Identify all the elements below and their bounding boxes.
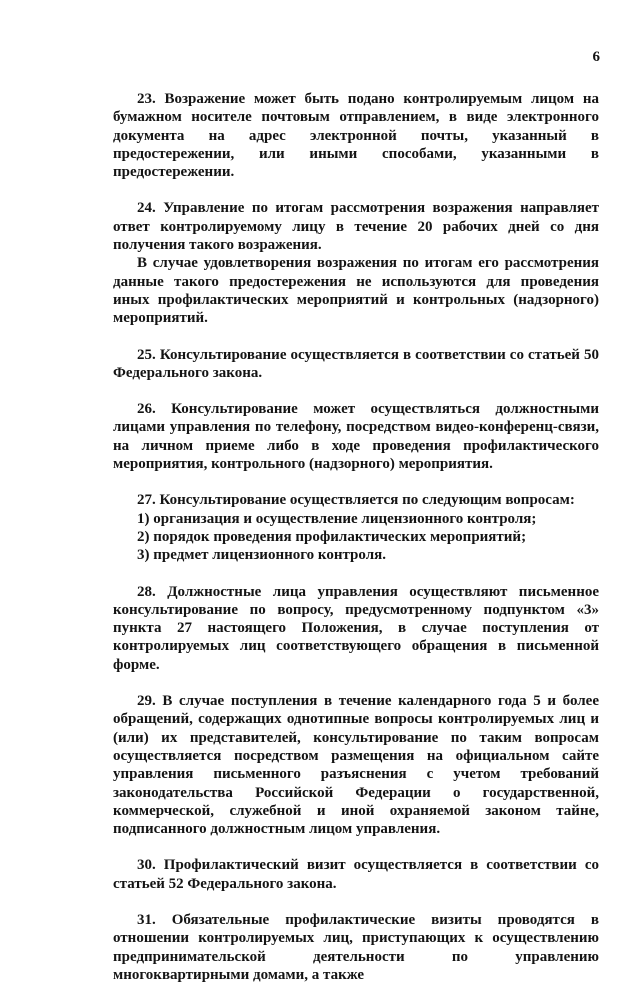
- paragraph-23: 23. Возражение может быть подано контролируемым лицом на бумажном носителе почтовым отправлением, в виде электронного документа на адрес электронной почты, указанный в предостережении, или иными способами, указанными в предостережении.: [113, 91, 599, 181]
- page-number: 6: [592, 49, 600, 65]
- paragraph-31: 31. Обязательные профилактические визиты проводятся в отношении контролируемых лиц, приступающих к осуществлению предпринимательской деятельности по управлению многоквартирными домами, а также: [113, 911, 599, 983]
- paragraph-29: 29. В случае поступления в течение календарного года 5 и более обращений, содержащих однотипные вопросы контролируемых лиц и (или) их представителей, консультирование по таким вопросам осуществляется посредством размещения на официальном сайте управления письменного разъяснения с учетом требований законодательства Российской Федерации о государственной, коммерческой, служебной и иной охраняемой законом тайне, подписанного должностным лицом управления.: [113, 693, 599, 838]
- paragraph-24: 24. Управление по итогам рассмотрения возражения направляет ответ контролируемому лицу в течение 20 рабочих дней со дня получения такого возражения.: [113, 200, 599, 254]
- paragraph-gap: [113, 382, 599, 400]
- list-item-2: 2) порядок проведения профилактических мероприятий;: [137, 528, 527, 545]
- paragraph-27: 27. Консультирование осуществляется по следующим вопросам:: [137, 492, 575, 509]
- paragraph-25: 25. Консультирование осуществляется в соответствии со статьей 50 Федерального закона.: [113, 346, 599, 381]
- list-item-1: 1) организация и осуществление лицензионного контроля;: [137, 510, 537, 527]
- paragraph-gap: [113, 473, 599, 491]
- paragraph-gap: [113, 328, 599, 346]
- paragraph-26: 26. Консультирование может осуществляться должностными лицами управления по телефону, посредством видео-конференц-связи, на личном приеме либо в ходе проведения профилактического мероприятия, контрольного (надзорного) мероприятия.: [113, 401, 599, 473]
- paragraph-30: 30. Профилактический визит осуществляется в соответствии со статьей 52 Федерального закона.: [113, 857, 599, 892]
- paragraph-gap: [113, 838, 599, 856]
- paragraph-gap: [113, 565, 599, 583]
- document-body: [113, 90, 599, 984]
- paragraph-gap: [113, 181, 599, 199]
- paragraph-28: 28. Должностные лица управления осуществляют письменное консультирование по вопросу, предусмотренному подпунктом «3» пункта 27 настоящего Положения, в случае поступления от контролируемых лиц соответствующего обращения в письменной форме.: [113, 583, 599, 673]
- list-item-3: 3) предмет лицензионного контроля.: [137, 547, 386, 564]
- paragraph-gap: [113, 674, 599, 692]
- paragraph-24-continued: В случае удовлетворения возражения по итогам его рассмотрения данные такого предостережения не используются для проведения иных профилактических мероприятий и контрольных (надзорного) мероприятий.: [113, 255, 599, 327]
